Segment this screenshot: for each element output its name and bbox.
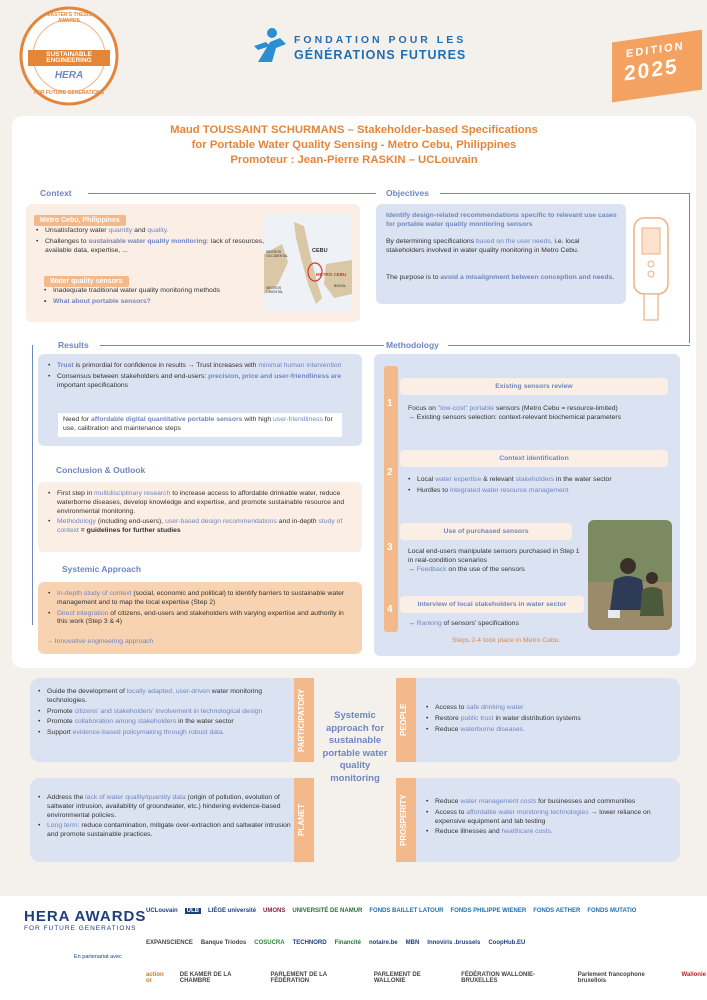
prosperity-label: PROSPERITY — [399, 794, 408, 846]
edition-banner — [612, 30, 702, 103]
context-list-1 — [36, 227, 266, 257]
badge-arc-bottom: FOR FUTURE GENERATIONS — [34, 90, 104, 96]
edition-label: EDITION — [626, 40, 685, 61]
systemic-footer: → Innovative engineering approach — [46, 638, 154, 645]
quad-center-text: Systemic approach for sustainable portable water quality monitoring — [322, 710, 388, 784]
logo-parlement-federation: PARLEMENT DE LA FÉDÉRATION — [270, 972, 327, 984]
context-panel — [26, 204, 360, 322]
step3-title: Use of purchased sensors — [400, 523, 572, 540]
logo-financite: Financité — [334, 940, 361, 946]
fondation-figure-icon — [252, 26, 288, 66]
context-bullet-4: • What about portable sensors? — [44, 298, 266, 307]
context-objectives-connector — [88, 193, 376, 194]
people-list — [426, 704, 672, 736]
logo-umons: UMONS — [263, 908, 286, 914]
people-label: PEOPLE — [399, 703, 408, 737]
cebu-map — [264, 214, 352, 312]
logo-cosucra: COSUCRA — [254, 940, 285, 946]
prosperity-bullet-2: • Access to affordable water monitoring technologies → lower reliance on expensive equipment and lab testing — [426, 809, 672, 827]
hera-footer-line2: FOR FUTURE GENERATIONS — [24, 925, 137, 932]
results-title: Results — [58, 340, 89, 350]
logo-liege: LIÈGE université — [208, 908, 257, 914]
map-label-metro: METRO CEBU — [316, 272, 347, 277]
context-title: Context — [40, 188, 72, 198]
map-label-bohol: BOHOL — [334, 284, 347, 288]
badge-brand: HERA — [54, 70, 84, 81]
context-bullet-3: • Inadequate traditional water quality monitoring methods — [44, 287, 266, 296]
field-photo — [588, 520, 672, 630]
context-tag-sensors: Water quality sensors — [44, 276, 129, 287]
objectives-connector — [440, 193, 690, 194]
results-bullet-1: • Trust is primordial for confidence in results → Trust increases with minimal human intervention — [48, 362, 354, 371]
step2-bullet-1: • Local water expertise & relevant stakeholders in the water sector — [408, 476, 672, 485]
logo-ulb: ULB — [186, 908, 200, 914]
conclusion-bullet-1: • First step in multidisciplinary research to increase access to affordable drinkable water, reduce waterborne diseases, develop knowledge and expertise, and promote sustainable resource and environmental monitoring. — [48, 490, 354, 516]
objectives-p2: By determining specifications based on the user needs, i.e. local stakeholders involved in water quality monitoring in Metro Cebu. — [386, 238, 580, 254]
participatory-panel — [30, 678, 314, 762]
partner-label: En partenariat avec — [74, 954, 122, 960]
participatory-list — [38, 688, 294, 740]
objectives-title: Objectives — [386, 188, 429, 198]
conclusion-title: Conclusion & Outlook — [56, 465, 146, 475]
poster-title — [12, 123, 696, 168]
logo-fonds-wiener: FONDS PHILIPPE WIENER — [450, 908, 527, 914]
participatory-bullet-2: • Promote citizens' and stakeholders' involvement in technological design — [38, 708, 294, 717]
people-panel — [396, 678, 680, 762]
context-tag-metro-cebu: Metro Cebu, Philippines — [34, 215, 126, 226]
step2-list — [408, 476, 672, 498]
participatory-bullet-3: • Promote collaboration among stakeholders in the water sector — [38, 718, 294, 727]
results-bullet-2: • Consensus between stakeholders and end-users: precision, price and user-friendliness are important specifications — [48, 373, 354, 391]
planet-list — [38, 794, 294, 842]
logo-technord: TECHNORD — [292, 940, 327, 946]
step3-p1: Local end-users manipulate sensors purchased in Step 1 in real-condition scenarios — [408, 548, 580, 564]
logo-uclouvain: UCLouvain — [146, 908, 178, 914]
footer-logos-row3 — [146, 972, 706, 984]
field-photo-image — [588, 520, 672, 630]
prosperity-bullet-3: • Reduce illnesses and healthcare costs. — [426, 828, 672, 837]
logo-triodos: Banque Triodos — [200, 940, 247, 946]
objectives-panel — [376, 204, 626, 304]
step2-title: Context identification — [400, 450, 668, 467]
footer-logos-row1 — [146, 908, 706, 914]
logo-fwb: FÉDÉRATION WALLONIE-BRUXELLES — [461, 972, 536, 984]
methodology-title: Methodology — [386, 340, 439, 350]
context-bullet-2: • Challenges to sustainable water quality monitoring: lack of resources, available data, expertise, ... — [36, 238, 266, 256]
logo-action-or: action or — [146, 972, 164, 984]
systemic-list — [48, 590, 354, 629]
title-line1: Maud TOUSSAINT SCHURMANS – Stakeholder-based Specifications — [170, 124, 538, 136]
map-shape — [264, 214, 352, 312]
planet-bullet-1: • Address the lack of water quality/quantity data (origin of pollution, evolution of saltwater intrusion, availability of groundwater, etc.) hindering evidence-based environmental policies. — [38, 794, 294, 820]
badge-main: SUSTAINABLE ENGINEERING — [46, 51, 92, 64]
conclusion-list — [48, 490, 354, 538]
map-label-negros-or: NEGROS ORIENTAL — [266, 286, 284, 294]
sensor-device-icon — [630, 216, 674, 326]
hera-badge — [14, 4, 124, 108]
people-bullet-3: • Reduce waterborne diseases. — [426, 726, 672, 735]
logo-innoviris: Innoviris .brussels — [427, 940, 481, 946]
edition-year: 2025 — [624, 54, 679, 86]
step1-number: 1 — [387, 398, 393, 409]
step2-bullet-2: • Hurdles to integrated water resource management — [408, 487, 672, 496]
systemic-panel — [38, 582, 362, 654]
results-need-box: Need for affordable digital quantitative portable sensors with high user-friendliness for use, calibration and maintenance steps — [58, 413, 342, 437]
participatory-label: PARTICIPATORY — [297, 688, 306, 752]
logo-fonds-aether: FONDS AETHER — [533, 908, 581, 914]
people-bullet-2: • Restore public trust in water distribution systems — [426, 715, 672, 724]
hera-footer-logo — [24, 908, 146, 932]
prosperity-list — [426, 798, 672, 839]
badge-arc-top: MASTER'S THESIS AWARDS — [46, 12, 92, 24]
step3-p2: → Feedback on the use of the sensors — [408, 565, 525, 573]
conclusion-bullet-2: • Methodology (including end-users), user-based design recommendations and in-depth study of context = guidelines for further studies — [48, 518, 354, 536]
hera-footer-line1: HERA AWARDS — [24, 908, 147, 925]
systemic-bullet-1: • In-depth study of context (social, economic and political) to identify barriers to sustainable water management and to map the local expertise (Step 2) — [48, 590, 354, 608]
logo-mbn: MBN — [405, 940, 420, 946]
results-panel — [38, 354, 362, 446]
prosperity-bullet-1: • Reduce water management costs for businesses and communities — [426, 798, 672, 807]
fondation-line1: FONDATION POUR LES — [294, 34, 467, 46]
logo-pfb: Parlement francophone bruxellois — [577, 972, 645, 984]
planet-label: PLANET — [297, 804, 306, 836]
logo-chambre: DE KAMER DE LA CHAMBRE — [179, 972, 232, 984]
step4-title: Interview of local stakeholders in water sector — [400, 596, 584, 613]
footer-logos-row2 — [146, 940, 706, 946]
step3-number: 3 — [387, 542, 393, 553]
title-line2: for Portable Water Quality Sensing - Metro Cebu, Philippines — [191, 139, 517, 151]
systemic-title: Systemic Approach — [62, 564, 142, 574]
results-list — [48, 362, 354, 392]
sensor-illustration — [630, 216, 674, 326]
methodology-connector — [448, 345, 690, 346]
logo-notaire: notaire.be — [368, 940, 398, 946]
step1-body — [408, 405, 672, 423]
step4-note: Steps 2-4 took place in Metro Cebu. — [452, 637, 561, 644]
map-label-negros-occ: NEGROS OCCIDENTAL — [266, 250, 289, 258]
people-bullet-1: • Access to safe drinking water — [426, 704, 672, 713]
objectives-p3: The purpose is to avoid a misalignment between conception and needs. — [386, 274, 615, 281]
fondation-line2: GÉNÉRATIONS FUTURES — [294, 48, 467, 62]
logo-unamur: UNIVERSITÉ DE NAMUR — [292, 908, 363, 914]
planet-bullet-2: • Long term: reduce contamination, mitigate over-extraction and saltwater intrusion and promote sustainable practices. — [38, 822, 294, 840]
step1-title: Existing sensors review — [400, 378, 668, 395]
prosperity-panel — [396, 778, 680, 862]
planet-panel — [30, 778, 314, 862]
step4-body: → Ranking of sensors' specifications — [408, 620, 519, 627]
logo-expanscience: EXPANSCIENCE — [146, 940, 193, 946]
objectives-p1: Identify design-related recommendations specific to relevant use cases for portable water quality monitoring sensors — [386, 212, 617, 228]
fondation-logo — [252, 26, 482, 70]
map-label-cebu: CEBU — [312, 248, 328, 254]
context-list-2 — [44, 287, 266, 309]
step4-number: 4 — [387, 604, 393, 615]
logo-fonds-mutatio: FONDS MUTATIO — [587, 908, 637, 914]
logo-wallonie: Wallonie — [681, 972, 706, 978]
step2-number: 2 — [387, 467, 393, 478]
logo-fonds-baillet: FONDS BAILLET LATOUR — [369, 908, 444, 914]
participatory-bullet-4: • Support evidence-based policymaking through robust data. — [38, 729, 294, 738]
step1-p1: Focus on "low-cost" portable sensors (Metro Cebu = resource-limited) — [408, 405, 618, 412]
step3-body — [408, 548, 580, 574]
logo-parlement-wallonie: PARLEMENT DE WALLONIE — [373, 972, 421, 984]
objectives-connector-vertical — [689, 193, 690, 343]
participatory-bullet-1: • Guide the development of locally adapted, user-driven water monitoring technologies. — [38, 688, 294, 706]
title-line3: Promoteur : Jean-Pierre RASKIN – UCLouvain — [230, 154, 478, 166]
logo-coophub: CoopHub.EU — [488, 940, 526, 946]
context-bullet-1: • Unsatisfactory water quantity and quality. — [36, 227, 266, 236]
step1-p2: → Existing sensors selection: context-relevant biochemical parameters — [408, 413, 622, 421]
systemic-bullet-2: • Direct integration of citizens, end-users and stakeholders with varying expertise and authority in this work (Step 3 & 4) — [48, 610, 354, 628]
results-connector-left — [32, 345, 33, 625]
conclusion-panel — [38, 482, 362, 552]
results-methodology-connector — [100, 345, 384, 346]
